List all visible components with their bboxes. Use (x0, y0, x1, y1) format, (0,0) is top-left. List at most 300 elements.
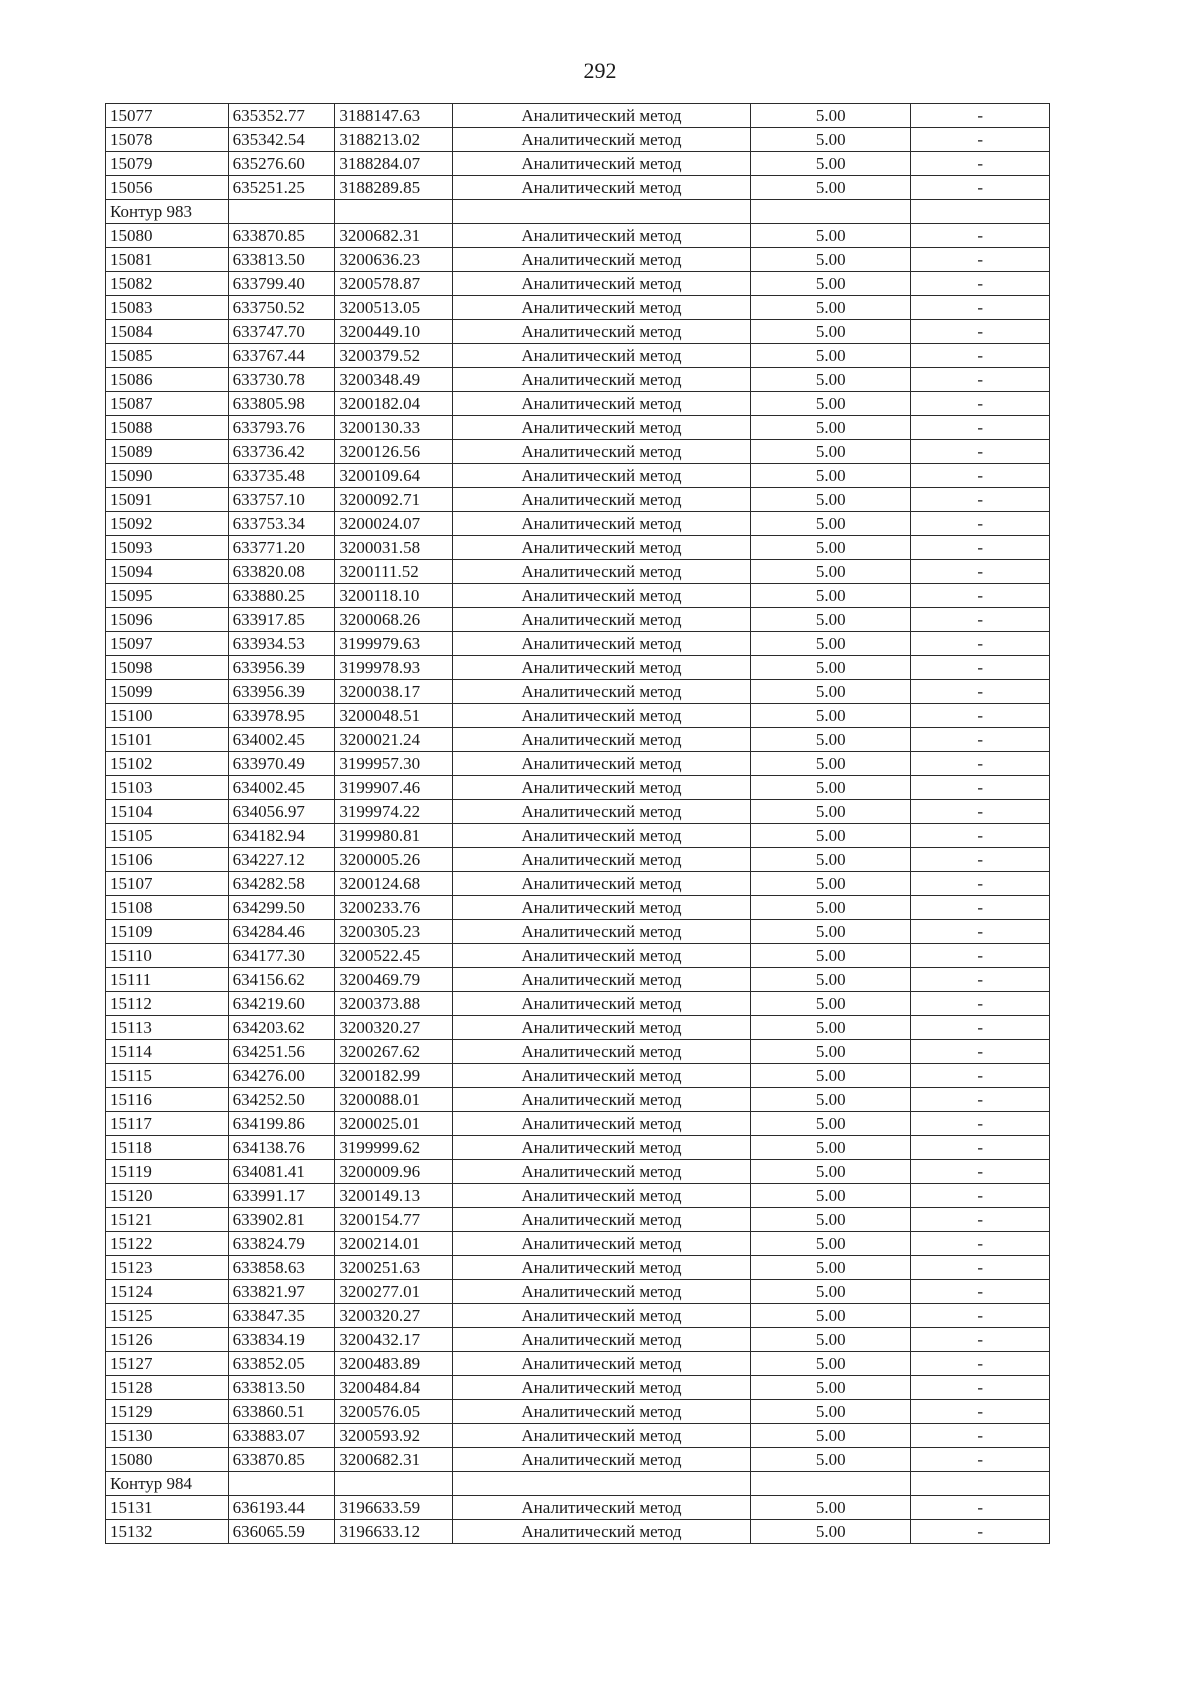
x-coordinate-cell: 634203.62 (228, 1016, 335, 1040)
note-cell: - (911, 608, 1050, 632)
method-cell: Аналитический метод (452, 152, 751, 176)
point-id-cell: 15102 (106, 752, 229, 776)
note-cell: - (911, 272, 1050, 296)
note-cell: - (911, 992, 1050, 1016)
table-row (106, 176, 1050, 200)
x-coordinate-cell: 634284.46 (228, 920, 335, 944)
method-cell: Аналитический метод (452, 248, 751, 272)
accuracy-cell: 5.00 (751, 368, 911, 392)
point-id-cell: 15111 (106, 968, 229, 992)
method-cell: Аналитический метод (452, 512, 751, 536)
y-coordinate-cell: 3200373.88 (335, 992, 452, 1016)
y-coordinate-cell: 3200126.56 (335, 440, 452, 464)
note-cell: - (911, 176, 1050, 200)
accuracy-cell: 5.00 (751, 680, 911, 704)
accuracy-cell: 5.00 (751, 1016, 911, 1040)
point-id-cell: 15107 (106, 872, 229, 896)
point-id-cell: 15129 (106, 1400, 229, 1424)
point-id-cell: 15088 (106, 416, 229, 440)
table-row (106, 1280, 1050, 1304)
note-cell: - (911, 1520, 1050, 1544)
table-row (106, 368, 1050, 392)
note-cell: - (911, 104, 1050, 128)
note-cell: - (911, 1016, 1050, 1040)
note-cell: - (911, 584, 1050, 608)
note-cell: - (911, 632, 1050, 656)
table-row (106, 1208, 1050, 1232)
table-row (106, 464, 1050, 488)
method-cell: Аналитический метод (452, 608, 751, 632)
table-row (106, 1448, 1050, 1472)
table-row (106, 440, 1050, 464)
note-cell: - (911, 968, 1050, 992)
note-cell: - (911, 1280, 1050, 1304)
method-cell: Аналитический метод (452, 488, 751, 512)
note-cell: - (911, 800, 1050, 824)
accuracy-cell: 5.00 (751, 1496, 911, 1520)
empty-cell (335, 200, 452, 224)
table-row (106, 920, 1050, 944)
y-coordinate-cell: 3188284.07 (335, 152, 452, 176)
point-id-cell: 15112 (106, 992, 229, 1016)
accuracy-cell: 5.00 (751, 512, 911, 536)
y-coordinate-cell: 3200636.23 (335, 248, 452, 272)
accuracy-cell: 5.00 (751, 1184, 911, 1208)
y-coordinate-cell: 3200182.04 (335, 392, 452, 416)
point-id-cell: 15109 (106, 920, 229, 944)
y-coordinate-cell: 3200214.01 (335, 1232, 452, 1256)
contour-header-row (106, 200, 1050, 224)
method-cell: Аналитический метод (452, 320, 751, 344)
y-coordinate-cell: 3200130.33 (335, 416, 452, 440)
table-row (106, 1232, 1050, 1256)
x-coordinate-cell: 634282.58 (228, 872, 335, 896)
note-cell: - (911, 464, 1050, 488)
y-coordinate-cell: 3200111.52 (335, 560, 452, 584)
x-coordinate-cell: 634227.12 (228, 848, 335, 872)
y-coordinate-cell: 3200021.24 (335, 728, 452, 752)
table-row (106, 1112, 1050, 1136)
point-id-cell: 15105 (106, 824, 229, 848)
table-row (106, 1088, 1050, 1112)
note-cell: - (911, 776, 1050, 800)
accuracy-cell: 5.00 (751, 584, 911, 608)
accuracy-cell: 5.00 (751, 824, 911, 848)
point-id-cell: 15077 (106, 104, 229, 128)
x-coordinate-cell: 634219.60 (228, 992, 335, 1016)
method-cell: Аналитический метод (452, 1208, 751, 1232)
accuracy-cell: 5.00 (751, 1424, 911, 1448)
method-cell: Аналитический метод (452, 1040, 751, 1064)
y-coordinate-cell: 3199979.63 (335, 632, 452, 656)
x-coordinate-cell: 633730.78 (228, 368, 335, 392)
accuracy-cell: 5.00 (751, 488, 911, 512)
x-coordinate-cell: 633771.20 (228, 536, 335, 560)
y-coordinate-cell: 3200449.10 (335, 320, 452, 344)
y-coordinate-cell: 3200233.76 (335, 896, 452, 920)
accuracy-cell: 5.00 (751, 704, 911, 728)
point-id-cell: 15091 (106, 488, 229, 512)
accuracy-cell: 5.00 (751, 176, 911, 200)
point-id-cell: 15125 (106, 1304, 229, 1328)
method-cell: Аналитический метод (452, 1256, 751, 1280)
note-cell: - (911, 1136, 1050, 1160)
method-cell: Аналитический метод (452, 128, 751, 152)
note-cell: - (911, 536, 1050, 560)
x-coordinate-cell: 634252.50 (228, 1088, 335, 1112)
y-coordinate-cell: 3200124.68 (335, 872, 452, 896)
x-coordinate-cell: 635276.60 (228, 152, 335, 176)
x-coordinate-cell: 634002.45 (228, 728, 335, 752)
empty-cell (751, 200, 911, 224)
table-row (106, 1184, 1050, 1208)
y-coordinate-cell: 3200118.10 (335, 584, 452, 608)
accuracy-cell: 5.00 (751, 1064, 911, 1088)
accuracy-cell: 5.00 (751, 1328, 911, 1352)
note-cell: - (911, 152, 1050, 176)
x-coordinate-cell: 636193.44 (228, 1496, 335, 1520)
y-coordinate-cell: 3200048.51 (335, 704, 452, 728)
x-coordinate-cell: 634081.41 (228, 1160, 335, 1184)
method-cell: Аналитический метод (452, 1424, 751, 1448)
x-coordinate-cell: 633956.39 (228, 680, 335, 704)
x-coordinate-cell: 633991.17 (228, 1184, 335, 1208)
y-coordinate-cell: 3200682.31 (335, 1448, 452, 1472)
note-cell: - (911, 224, 1050, 248)
method-cell: Аналитический метод (452, 560, 751, 584)
empty-cell (751, 1472, 911, 1496)
accuracy-cell: 5.00 (751, 1136, 911, 1160)
y-coordinate-cell: 3200068.26 (335, 608, 452, 632)
point-id-cell: 15104 (106, 800, 229, 824)
point-id-cell: 15126 (106, 1328, 229, 1352)
note-cell: - (911, 824, 1050, 848)
note-cell: - (911, 1376, 1050, 1400)
point-id-cell: 15118 (106, 1136, 229, 1160)
point-id-cell: 15113 (106, 1016, 229, 1040)
method-cell: Аналитический метод (452, 1064, 751, 1088)
note-cell: - (911, 320, 1050, 344)
point-id-cell: 15131 (106, 1496, 229, 1520)
table-row (106, 752, 1050, 776)
point-id-cell: 15121 (106, 1208, 229, 1232)
table-row (106, 608, 1050, 632)
note-cell: - (911, 1160, 1050, 1184)
x-coordinate-cell: 634056.97 (228, 800, 335, 824)
x-coordinate-cell: 633902.81 (228, 1208, 335, 1232)
table-row (106, 344, 1050, 368)
note-cell: - (911, 896, 1050, 920)
note-cell: - (911, 1328, 1050, 1352)
empty-cell (228, 1472, 335, 1496)
table-row (106, 704, 1050, 728)
table-row (106, 104, 1050, 128)
y-coordinate-cell: 3200320.27 (335, 1016, 452, 1040)
x-coordinate-cell: 633860.51 (228, 1400, 335, 1424)
x-coordinate-cell: 633735.48 (228, 464, 335, 488)
note-cell: - (911, 1088, 1050, 1112)
point-id-cell: 15099 (106, 680, 229, 704)
point-id-cell: 15083 (106, 296, 229, 320)
x-coordinate-cell: 633767.44 (228, 344, 335, 368)
accuracy-cell: 5.00 (751, 728, 911, 752)
accuracy-cell: 5.00 (751, 848, 911, 872)
accuracy-cell: 5.00 (751, 536, 911, 560)
y-coordinate-cell: 3200031.58 (335, 536, 452, 560)
point-id-cell: 15092 (106, 512, 229, 536)
x-coordinate-cell: 635251.25 (228, 176, 335, 200)
table-row (106, 320, 1050, 344)
table-row (106, 680, 1050, 704)
x-coordinate-cell: 633736.42 (228, 440, 335, 464)
point-id-cell: 15115 (106, 1064, 229, 1088)
point-id-cell: 15117 (106, 1112, 229, 1136)
point-id-cell: 15089 (106, 440, 229, 464)
accuracy-cell: 5.00 (751, 1448, 911, 1472)
note-cell: - (911, 920, 1050, 944)
y-coordinate-cell: 3200578.87 (335, 272, 452, 296)
y-coordinate-cell: 3199974.22 (335, 800, 452, 824)
y-coordinate-cell: 3200154.77 (335, 1208, 452, 1232)
note-cell: - (911, 512, 1050, 536)
x-coordinate-cell: 633934.53 (228, 632, 335, 656)
accuracy-cell: 5.00 (751, 656, 911, 680)
method-cell: Аналитический метод (452, 1400, 751, 1424)
method-cell: Аналитический метод (452, 920, 751, 944)
y-coordinate-cell: 3200109.64 (335, 464, 452, 488)
coordinates-table (105, 103, 1050, 1544)
table-body (106, 104, 1050, 1544)
x-coordinate-cell: 634177.30 (228, 944, 335, 968)
table-row (106, 1064, 1050, 1088)
table-row (106, 416, 1050, 440)
point-id-cell: 15084 (106, 320, 229, 344)
method-cell: Аналитический метод (452, 392, 751, 416)
x-coordinate-cell: 633820.08 (228, 560, 335, 584)
table-row (106, 1496, 1050, 1520)
point-id-cell: 15080 (106, 1448, 229, 1472)
point-id-cell: 15080 (106, 224, 229, 248)
point-id-cell: 15130 (106, 1424, 229, 1448)
method-cell: Аналитический метод (452, 536, 751, 560)
accuracy-cell: 5.00 (751, 752, 911, 776)
x-coordinate-cell: 633799.40 (228, 272, 335, 296)
note-cell: - (911, 848, 1050, 872)
method-cell: Аналитический метод (452, 728, 751, 752)
x-coordinate-cell: 633870.85 (228, 224, 335, 248)
note-cell: - (911, 1400, 1050, 1424)
point-id-cell: 15098 (106, 656, 229, 680)
x-coordinate-cell: 633813.50 (228, 1376, 335, 1400)
table-row (106, 1304, 1050, 1328)
table-row (106, 1256, 1050, 1280)
method-cell: Аналитический метод (452, 272, 751, 296)
method-cell: Аналитический метод (452, 1520, 751, 1544)
y-coordinate-cell: 3200267.62 (335, 1040, 452, 1064)
accuracy-cell: 5.00 (751, 128, 911, 152)
method-cell: Аналитический метод (452, 848, 751, 872)
accuracy-cell: 5.00 (751, 344, 911, 368)
point-id-cell: 15096 (106, 608, 229, 632)
method-cell: Аналитический метод (452, 1352, 751, 1376)
y-coordinate-cell: 3196633.12 (335, 1520, 452, 1544)
method-cell: Аналитический метод (452, 800, 751, 824)
table-row (106, 1160, 1050, 1184)
accuracy-cell: 5.00 (751, 920, 911, 944)
point-id-cell: 15087 (106, 392, 229, 416)
note-cell: - (911, 128, 1050, 152)
accuracy-cell: 5.00 (751, 800, 911, 824)
table-row (106, 656, 1050, 680)
method-cell: Аналитический метод (452, 992, 751, 1016)
table-row (106, 584, 1050, 608)
accuracy-cell: 5.00 (751, 1520, 911, 1544)
y-coordinate-cell: 3200682.31 (335, 224, 452, 248)
note-cell: - (911, 1040, 1050, 1064)
note-cell: - (911, 680, 1050, 704)
point-id-cell: 15103 (106, 776, 229, 800)
empty-cell (911, 200, 1050, 224)
contour-label: Контур 984 (106, 1472, 229, 1496)
x-coordinate-cell: 633757.10 (228, 488, 335, 512)
empty-cell (911, 1472, 1050, 1496)
y-coordinate-cell: 3200182.99 (335, 1064, 452, 1088)
method-cell: Аналитический метод (452, 416, 751, 440)
point-id-cell: 15120 (106, 1184, 229, 1208)
point-id-cell: 15094 (106, 560, 229, 584)
table-row (106, 872, 1050, 896)
point-id-cell: 15106 (106, 848, 229, 872)
empty-cell (228, 200, 335, 224)
note-cell: - (911, 344, 1050, 368)
method-cell: Аналитический метод (452, 584, 751, 608)
y-coordinate-cell: 3188147.63 (335, 104, 452, 128)
point-id-cell: 15081 (106, 248, 229, 272)
table-row (106, 296, 1050, 320)
y-coordinate-cell: 3200484.84 (335, 1376, 452, 1400)
x-coordinate-cell: 633917.85 (228, 608, 335, 632)
method-cell: Аналитический метод (452, 1160, 751, 1184)
accuracy-cell: 5.00 (751, 416, 911, 440)
y-coordinate-cell: 3200092.71 (335, 488, 452, 512)
point-id-cell: 15095 (106, 584, 229, 608)
note-cell: - (911, 1064, 1050, 1088)
table-row (106, 1136, 1050, 1160)
accuracy-cell: 5.00 (751, 1040, 911, 1064)
x-coordinate-cell: 633821.97 (228, 1280, 335, 1304)
accuracy-cell: 5.00 (751, 272, 911, 296)
y-coordinate-cell: 3200009.96 (335, 1160, 452, 1184)
method-cell: Аналитический метод (452, 1136, 751, 1160)
point-id-cell: 15116 (106, 1088, 229, 1112)
y-coordinate-cell: 3200576.05 (335, 1400, 452, 1424)
method-cell: Аналитический метод (452, 896, 751, 920)
note-cell: - (911, 1304, 1050, 1328)
accuracy-cell: 5.00 (751, 296, 911, 320)
note-cell: - (911, 704, 1050, 728)
accuracy-cell: 5.00 (751, 1112, 911, 1136)
accuracy-cell: 5.00 (751, 104, 911, 128)
method-cell: Аналитический метод (452, 632, 751, 656)
method-cell: Аналитический метод (452, 872, 751, 896)
y-coordinate-cell: 3200305.23 (335, 920, 452, 944)
y-coordinate-cell: 3196633.59 (335, 1496, 452, 1520)
x-coordinate-cell: 633847.35 (228, 1304, 335, 1328)
accuracy-cell: 5.00 (751, 872, 911, 896)
table-row (106, 1400, 1050, 1424)
point-id-cell: 15110 (106, 944, 229, 968)
table-row (106, 632, 1050, 656)
accuracy-cell: 5.00 (751, 968, 911, 992)
x-coordinate-cell: 633883.07 (228, 1424, 335, 1448)
table-row (106, 944, 1050, 968)
y-coordinate-cell: 3200251.63 (335, 1256, 452, 1280)
table-row (106, 128, 1050, 152)
x-coordinate-cell: 633747.70 (228, 320, 335, 344)
accuracy-cell: 5.00 (751, 1208, 911, 1232)
point-id-cell: 15086 (106, 368, 229, 392)
note-cell: - (911, 1352, 1050, 1376)
point-id-cell: 15056 (106, 176, 229, 200)
table-row (106, 1016, 1050, 1040)
accuracy-cell: 5.00 (751, 632, 911, 656)
y-coordinate-cell: 3188289.85 (335, 176, 452, 200)
point-id-cell: 15100 (106, 704, 229, 728)
y-coordinate-cell: 3200088.01 (335, 1088, 452, 1112)
method-cell: Аналитический метод (452, 104, 751, 128)
method-cell: Аналитический метод (452, 296, 751, 320)
point-id-cell: 15093 (106, 536, 229, 560)
table-row (106, 248, 1050, 272)
x-coordinate-cell: 634199.86 (228, 1112, 335, 1136)
y-coordinate-cell: 3200483.89 (335, 1352, 452, 1376)
accuracy-cell: 5.00 (751, 1304, 911, 1328)
note-cell: - (911, 1112, 1050, 1136)
method-cell: Аналитический метод (452, 1088, 751, 1112)
point-id-cell: 15079 (106, 152, 229, 176)
x-coordinate-cell: 634138.76 (228, 1136, 335, 1160)
accuracy-cell: 5.00 (751, 464, 911, 488)
y-coordinate-cell: 3199999.62 (335, 1136, 452, 1160)
empty-cell (452, 200, 751, 224)
note-cell: - (911, 1496, 1050, 1520)
accuracy-cell: 5.00 (751, 1256, 911, 1280)
method-cell: Аналитический метод (452, 1280, 751, 1304)
method-cell: Аналитический метод (452, 224, 751, 248)
x-coordinate-cell: 633793.76 (228, 416, 335, 440)
method-cell: Аналитический метод (452, 1016, 751, 1040)
y-coordinate-cell: 3188213.02 (335, 128, 452, 152)
table-row (106, 824, 1050, 848)
accuracy-cell: 5.00 (751, 1088, 911, 1112)
x-coordinate-cell: 633753.34 (228, 512, 335, 536)
y-coordinate-cell: 3200025.01 (335, 1112, 452, 1136)
point-id-cell: 15078 (106, 128, 229, 152)
page-number: 292 (583, 58, 617, 83)
method-cell: Аналитический метод (452, 1496, 751, 1520)
table-row (106, 1352, 1050, 1376)
accuracy-cell: 5.00 (751, 392, 911, 416)
accuracy-cell: 5.00 (751, 1400, 911, 1424)
point-id-cell: 15101 (106, 728, 229, 752)
note-cell: - (911, 872, 1050, 896)
x-coordinate-cell: 633970.49 (228, 752, 335, 776)
accuracy-cell: 5.00 (751, 560, 911, 584)
note-cell: - (911, 416, 1050, 440)
method-cell: Аналитический метод (452, 1184, 751, 1208)
x-coordinate-cell: 633750.52 (228, 296, 335, 320)
method-cell: Аналитический метод (452, 680, 751, 704)
